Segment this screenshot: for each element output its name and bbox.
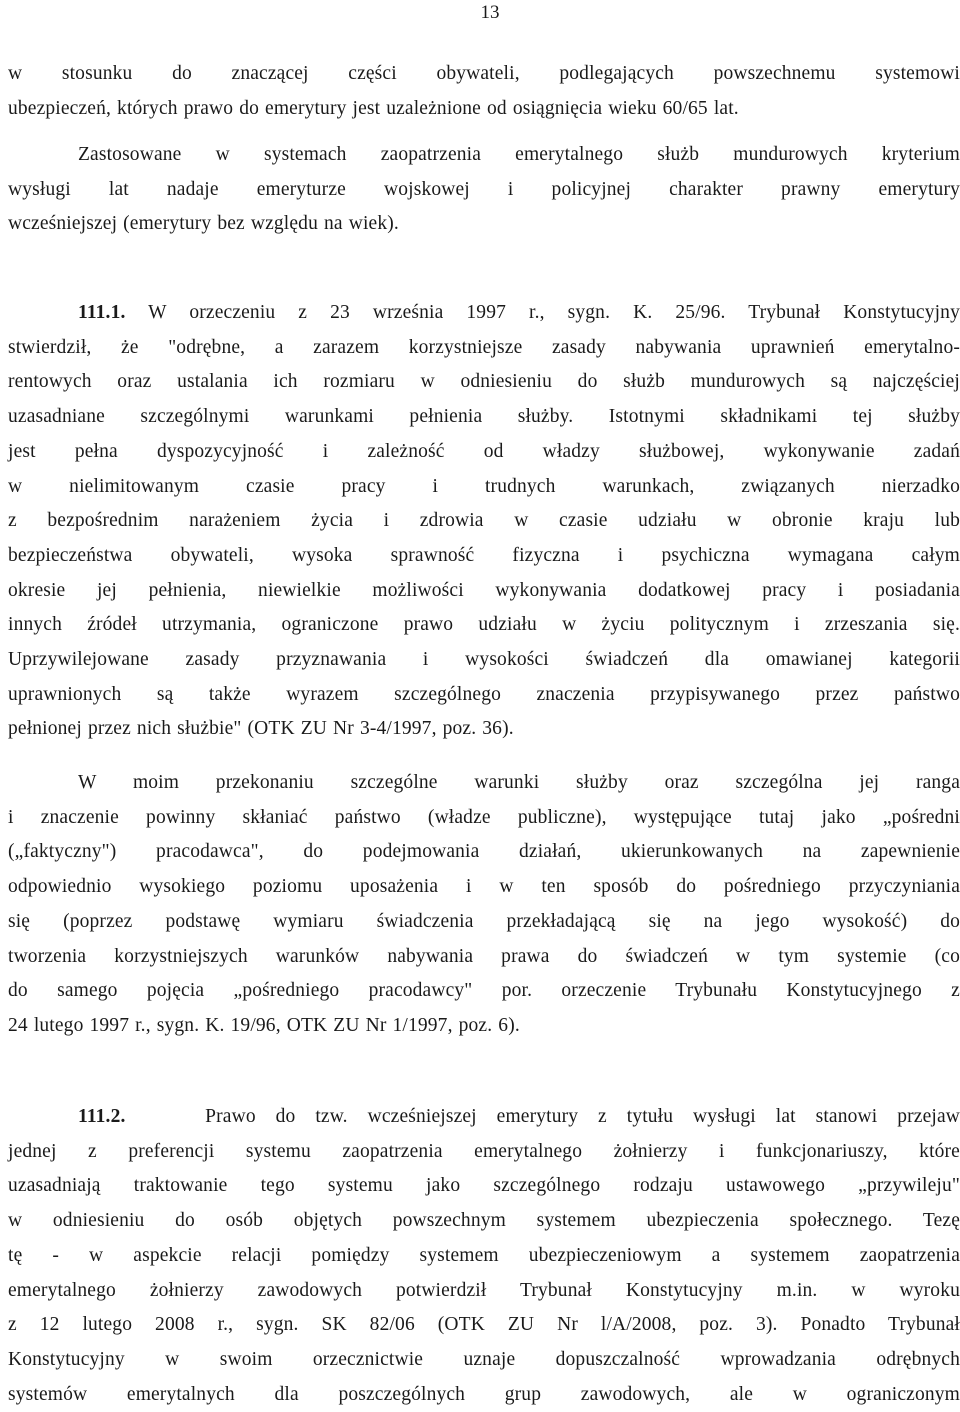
- text-line: bezpieczeństwa obywateli, wysoka sprawność fizyczna i psychiczna wymagana całym: [8, 544, 960, 566]
- text-line: Zastosowane w systemach zaopatrzenia emerytalnego służb mundurowych kryterium: [78, 144, 960, 165]
- text-line: W moim przekonaniu szczególne warunki służby oraz szczególna jej ranga: [78, 772, 960, 793]
- text-line: rentowych oraz ustalania ich rozmiaru w odniesieniu do służb mundurowych są najczęściej: [8, 371, 960, 393]
- paragraph-continuation: [8, 57, 960, 126]
- text-line: i znaczenie powinny skłaniać państwo (władze publiczne), występujące tutaj jako „pośredni: [8, 806, 960, 828]
- text-line: Konstytucyjny w swoim orzecznictwie uznaje dopuszczalność wprowadzania odrębnych: [8, 1348, 960, 1370]
- text-line: okresie jej pełnienia, niewielkie możliwości wykonywania dodatkowej pracy i posiadania: [8, 579, 960, 601]
- paragraph-opinion: [8, 766, 960, 1044]
- section-111-1: [8, 296, 960, 747]
- text-line: stwierdził, że "odrębne, a zarazem korzystniejsze zasady nabywania uprawnień emerytalno-: [8, 336, 960, 358]
- text-line: w stosunku do znaczącej części obywateli, podlegających powszechnemu systemowi: [8, 63, 960, 84]
- text-line: z 12 lutego 2008 r., sygn. SK 82/06 (OTK ZU Nr l/A/2008, poz. 3). Ponadto Trybunał: [8, 1314, 960, 1336]
- text-line: wysługi lat nadaje emeryturze wojskowej i policyjnej charakter prawny emerytury: [8, 178, 960, 200]
- text-line-content: W orzeczeniu z 23 września 1997 r., sygn. K. 25/96. Trybunał Konstytucyjny: [148, 302, 960, 323]
- text-line: systemów emerytalnych dla poszczególnych grup zawodowych, ale w ograniczonym: [8, 1383, 960, 1405]
- text-line: Uprzywilejowane zasady przyznawania i wysokości świadczeń dla omawianej kategorii: [8, 649, 960, 671]
- text-line: jest pełna dyspozycyjność i zależność od władzy służbowej, wykonywanie zadań: [8, 440, 960, 462]
- section-111-2: [8, 1100, 960, 1412]
- text-line: innych źródeł utrzymania, ograniczone prawo udziału w życiu politycznym i zrzeszania się.: [8, 614, 960, 636]
- text-line: w odniesieniu do osób objętych powszechnym systemem ubezpieczenia społecznego. Tezę: [8, 1210, 960, 1232]
- text-line: do samego pojęcia „pośredniego pracodawcy" por. orzeczenie Trybunału Konstytucyjnego z: [8, 980, 960, 1002]
- page-number: 13: [480, 2, 500, 23]
- text-line: uzasadniane szczególnymi warunkami pełnienia służby. Istotnymi składnikami tej służby: [8, 406, 960, 428]
- text-line: się (poprzez podstawę wymiaru świadczenia przekładającą się na jego wysokość) do: [8, 910, 960, 932]
- text-line: [8, 1100, 960, 1135]
- text-line: 24 lutego 1997 r., sygn. K. 19/96, OTK ZU Nr 1/1997, poz. 6).: [8, 1014, 520, 1036]
- section-number: 111.1.: [78, 302, 126, 323]
- text-line: tę - w aspekcie relacji pomiędzy systemem ubezpieczeniowym a systemem zaopatrzenia: [8, 1244, 960, 1266]
- text-line: uprawnionych są także wyrazem szczególnego znaczenia przypisywanego przez państwo: [8, 683, 960, 705]
- text-line: wcześniejszej (emerytury bez względu na wiek).: [8, 213, 399, 235]
- text-line: uzasadniają traktowanie tego systemu jako szczególnego rodzaju ustawowego „przywileju": [8, 1175, 960, 1197]
- text-line: ubezpieczeń, których prawo do emerytury jest uzależnione od osiągnięcia wieku 60/65 lat.: [8, 97, 739, 119]
- text-line: emerytalnego żołnierzy zawodowych potwierdził Trybunał Konstytucyjny m.in. w wyroku: [8, 1279, 960, 1301]
- paragraph-length-of-service: [8, 138, 960, 242]
- text-line: w nielimitowanym czasie pracy i trudnych warunkach, związanych nierzadko: [8, 475, 960, 497]
- text-line: z bezpośrednim narażeniem życia i zdrowia w czasie udziału w obronie kraju lub: [8, 510, 960, 532]
- text-line: („faktyczny") pracodawca", do podejmowania działań, ukierunkowanych na zapewnienie: [8, 841, 960, 863]
- text-line: jednej z preferencji systemu zaopatrzenia emerytalnego żołnierzy i funkcjonariuszy, które: [8, 1140, 960, 1162]
- text-line: tworzenia korzystniejszych warunków nabywania prawa do świadczeń w tym systemie (co: [8, 945, 960, 967]
- text-line: [8, 296, 960, 331]
- section-number: 111.2.: [78, 1106, 126, 1127]
- text-line: pełnionej przez nich służbie" (OTK ZU Nr 3-4/1997, poz. 36).: [8, 718, 514, 740]
- text-line: odpowiednio wysokiego poziomu uposażenia i w ten sposób do pośredniego przyczyniania: [8, 876, 960, 898]
- text-line-content: Prawo do tzw. wcześniejszej emerytury z tytułu wysługi lat stanowi przejaw: [205, 1106, 960, 1127]
